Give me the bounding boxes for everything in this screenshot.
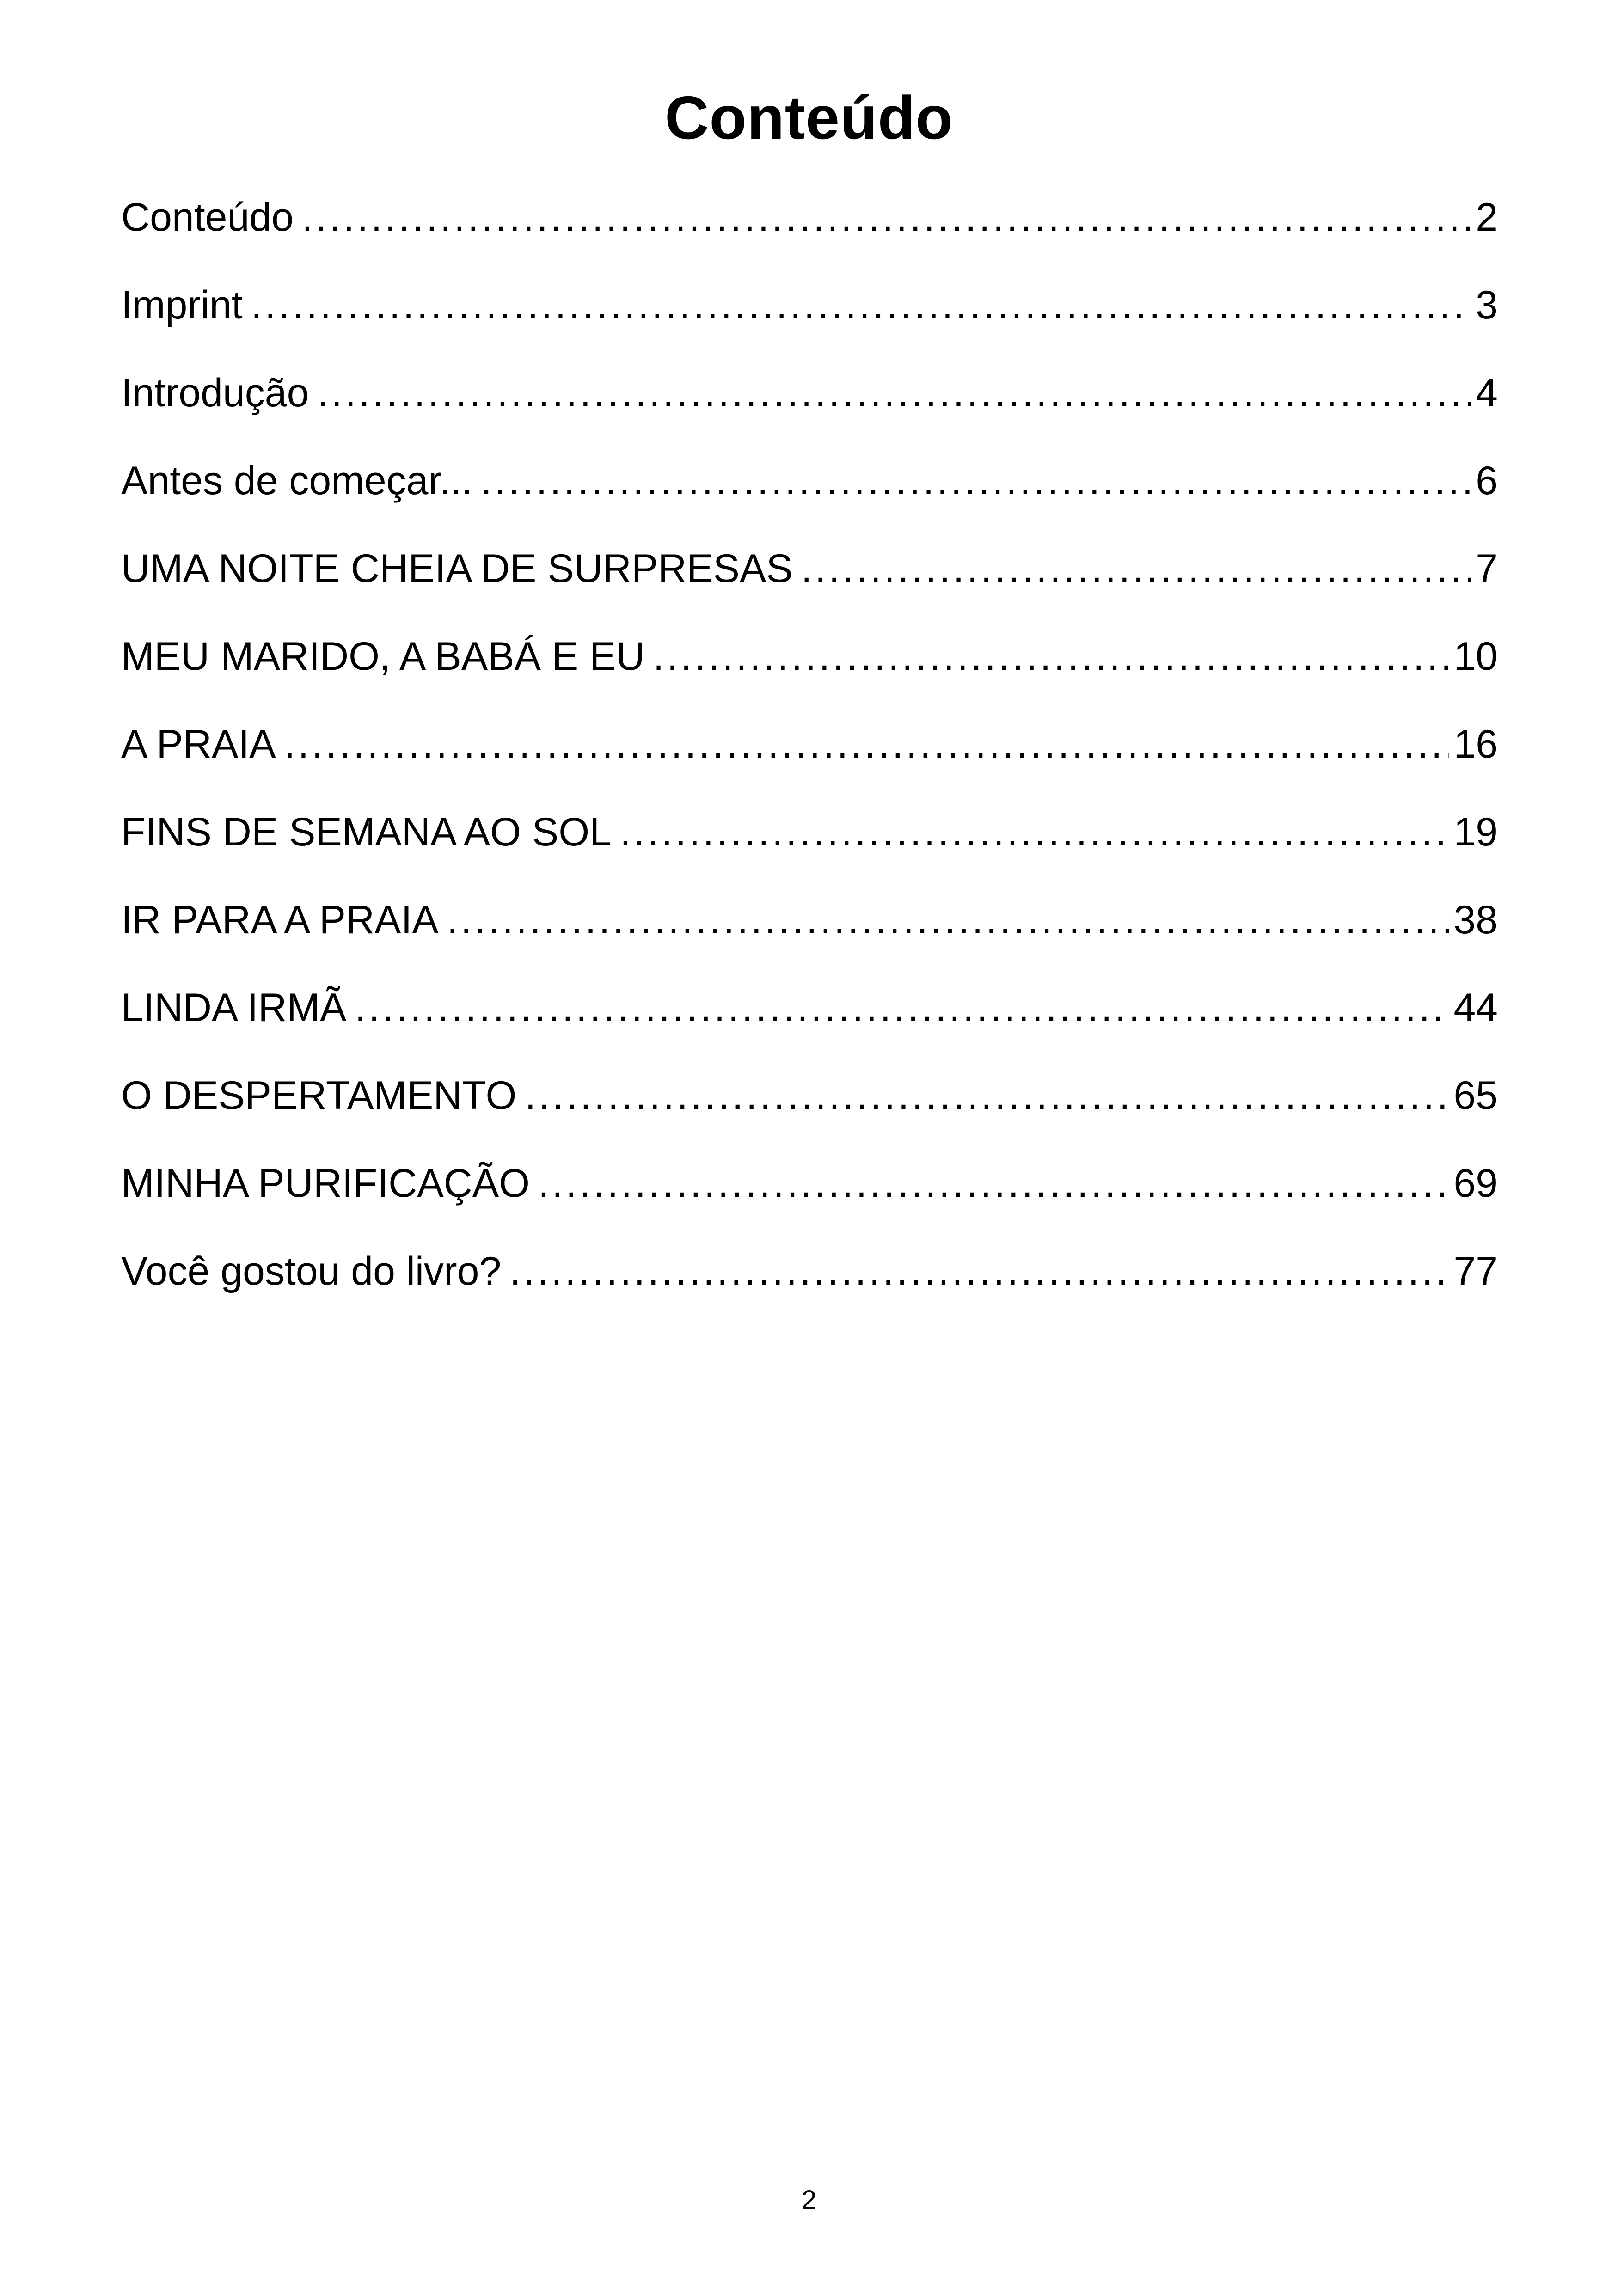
table-of-contents xyxy=(121,183,1498,1324)
toc-entry-label: Introdução xyxy=(121,371,309,415)
toc-dot-leader xyxy=(509,1237,1449,1306)
toc-entry[interactable] xyxy=(121,710,1498,797)
toc-entry-label: LINDA IRMÃ xyxy=(121,986,347,1030)
toc-entry-label: Conteúdo xyxy=(121,195,294,239)
toc-dot-leader xyxy=(284,710,1449,779)
toc-entry[interactable] xyxy=(121,270,1498,358)
toc-entry-label: MEU MARIDO, A BABÁ E EU xyxy=(121,634,645,679)
page-title: Conteúdo xyxy=(665,84,953,152)
toc-entry-label: A PRAIA xyxy=(121,722,276,766)
toc-dot-leader xyxy=(317,358,1471,428)
toc-entry[interactable] xyxy=(121,183,1498,270)
toc-entry[interactable] xyxy=(121,797,1498,885)
toc-entry[interactable] xyxy=(121,622,1498,710)
toc-entry-page: 6 xyxy=(1476,459,1498,503)
toc-entry-label: Você gostou do livro? xyxy=(121,1249,502,1293)
toc-entry[interactable] xyxy=(121,1061,1498,1149)
toc-entry[interactable] xyxy=(121,1149,1498,1237)
toc-entry-page: 16 xyxy=(1453,722,1498,766)
toc-entry-label: UMA NOITE CHEIA DE SURPRESAS xyxy=(121,546,793,591)
toc-entry-page: 65 xyxy=(1453,1073,1498,1118)
toc-entry[interactable] xyxy=(121,358,1498,446)
toc-entry-label: IR PARA A PRAIA xyxy=(121,898,439,942)
toc-dot-leader xyxy=(251,270,1471,340)
toc-dot-leader xyxy=(653,622,1449,691)
toc-entry-page: 19 xyxy=(1453,810,1498,854)
toc-dot-leader xyxy=(447,885,1449,955)
toc-entry-page: 3 xyxy=(1476,283,1498,327)
toc-entry-page: 38 xyxy=(1453,898,1498,942)
toc-dot-leader xyxy=(355,973,1449,1042)
toc-dot-leader xyxy=(620,797,1449,867)
toc-dot-leader xyxy=(302,183,1471,252)
toc-entry[interactable] xyxy=(121,973,1498,1061)
toc-entry-page: 44 xyxy=(1453,986,1498,1030)
toc-entry-page: 77 xyxy=(1453,1249,1498,1293)
toc-entry[interactable] xyxy=(121,446,1498,534)
toc-entry[interactable] xyxy=(121,534,1498,622)
toc-entry-page: 2 xyxy=(1476,195,1498,239)
footer-page-number: 2 xyxy=(801,2185,817,2215)
toc-entry[interactable] xyxy=(121,1237,1498,1324)
toc-entry-label: Antes de começar... xyxy=(121,459,473,503)
toc-entry-page: 10 xyxy=(1453,634,1498,679)
toc-entry-label: FINS DE SEMANA AO SOL xyxy=(121,810,612,854)
toc-entry-label: O DESPERTAMENTO xyxy=(121,1073,517,1118)
toc-entry-page: 4 xyxy=(1476,371,1498,415)
toc-entry-page: 69 xyxy=(1453,1161,1498,1206)
toc-entry[interactable] xyxy=(121,885,1498,973)
toc-dot-leader xyxy=(525,1061,1449,1130)
toc-dot-leader xyxy=(801,534,1471,603)
toc-dot-leader xyxy=(481,446,1471,515)
toc-entry-label: MINHA PURIFICAÇÃO xyxy=(121,1161,530,1206)
toc-entry-label: Imprint xyxy=(121,283,243,327)
toc-entry-page: 7 xyxy=(1476,546,1498,591)
toc-dot-leader xyxy=(538,1149,1449,1218)
